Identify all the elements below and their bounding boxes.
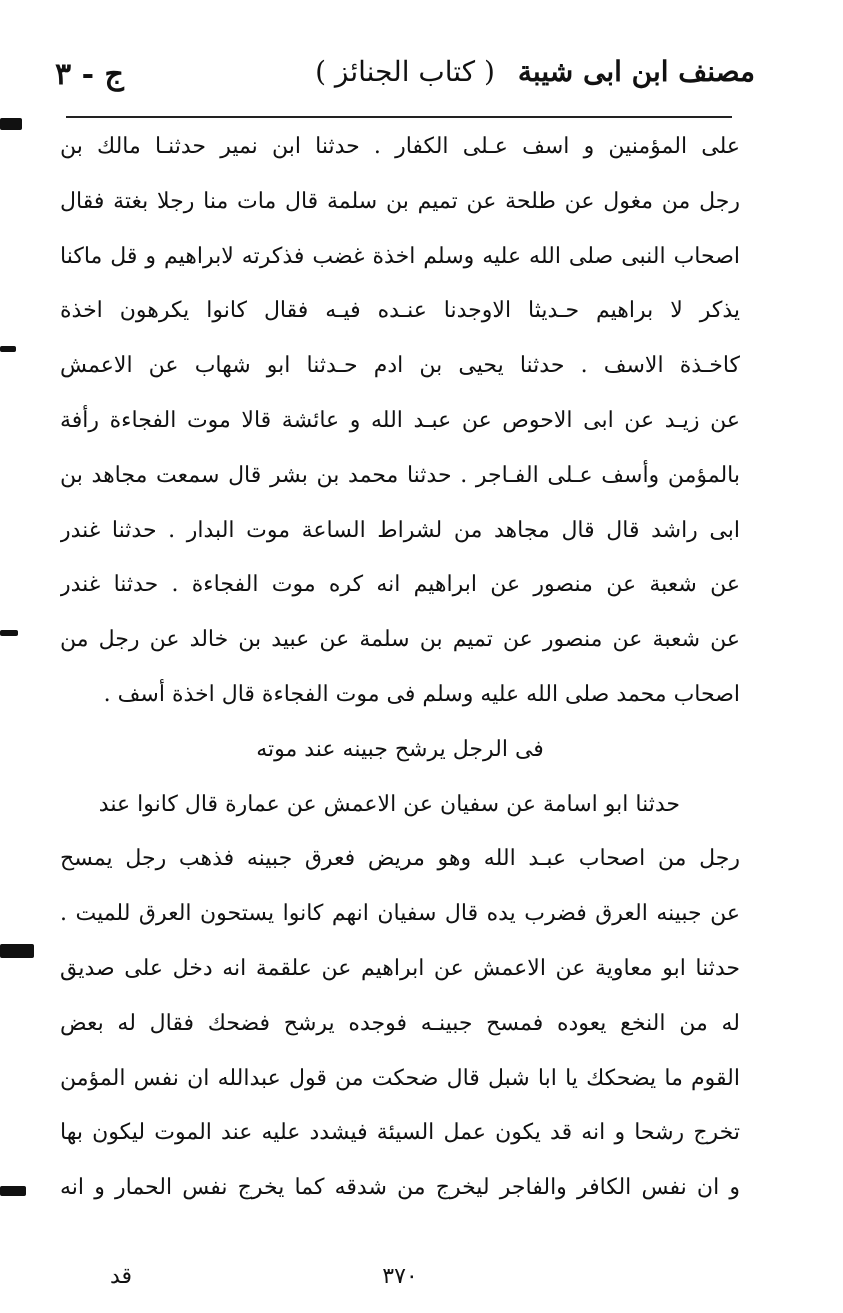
text-line: رجل من مغول عن طلحة عن تميم بن سلمة قال مات منا رجلا بغتة فقال bbox=[60, 188, 740, 214]
chapter-title: ( كتاب الجنائز ) bbox=[315, 55, 495, 88]
book-title: مصنف ابن ابى شيبة bbox=[517, 55, 755, 88]
text-line: عن جبينه العرق فضرب يده قال سفيان انهم كانوا يستحون العرق للميت . bbox=[60, 901, 740, 927]
volume-number: ج - ٣ bbox=[55, 57, 124, 92]
margin-mark bbox=[0, 1186, 26, 1196]
text-line: كاخـذة الاسف . حدثنا يحيى بن ادم حـدثنا ابو شهاب عن الاعمش bbox=[60, 353, 740, 379]
page-number: ٣٧٠ bbox=[382, 1264, 418, 1289]
text-line: عن شعبة عن منصور عن ابراهيم انه كره موت الفجاءة . حدثنا غندر bbox=[60, 572, 740, 598]
text-line: له من النخع يعوده فمسح جبينـه فوجده يرشح فضحك فقال له بعض bbox=[60, 1010, 740, 1036]
text-line: و ان نفس الكافر والفاجر ليخرج من شدقه كما يخرج نفس الحمار و انه bbox=[60, 1175, 740, 1201]
page-header bbox=[55, 55, 755, 103]
margin-mark bbox=[0, 346, 16, 352]
text-line: على المؤمنين و اسف عـلى الكفار . حدثنا ابن نمير حدثنـا مالك بن bbox=[60, 134, 740, 159]
text-line: يذكر لا براهيم حـديثا الاوجدنا عنـده فيـه فقال كانوا يكرهون اخذة bbox=[60, 298, 740, 324]
text-line: رجل من اصحاب عبـد الله وهو مريض فعرق جبينه فذهب رجل يمسح bbox=[60, 846, 740, 872]
header-rule bbox=[66, 116, 732, 118]
text-line: بالمؤمن وأسف عـلى الفـاجر . حدثنا محمد بن بشر قال سمعت مجاهد بن bbox=[60, 462, 740, 488]
margin-mark bbox=[0, 118, 22, 130]
section-heading: فى الرجل يرشح جبينه عند موته bbox=[256, 736, 544, 762]
text-line: حدثنا ابو اسامة عن سفيان عن الاعمش عن عمارة قال كانوا عند bbox=[98, 791, 680, 817]
catchword: قد bbox=[110, 1264, 133, 1289]
main-text bbox=[60, 120, 740, 1216]
text-line: اصحاب النبى صلى الله عليه وسلم اخذة غضب فذكرته لابراهيم و قل ماكنا bbox=[60, 243, 740, 269]
page-footer bbox=[60, 1264, 740, 1294]
text-line: تخرج رشحا و انه قد يكون عمل السيئة فيشدد عليه عند الموت ليكون بها bbox=[60, 1120, 740, 1146]
text-line: عن شعبة عن منصور عن تميم بن سلمة عن عبيد بن خالد عن رجل من bbox=[60, 627, 740, 653]
text-line: ابى راشد قال قال مجاهد من لشراط الساعة موت البدار . حدثنا غندر bbox=[60, 517, 740, 543]
text-line: القوم ما يضحكك يا ابا شبل قال ضحكت من قول عبدالله ان نفس المؤمن bbox=[60, 1065, 740, 1091]
text-line: عن زيـد عن ابى الاحوص عن عبـد الله و عائشة قالا موت الفجاءة رأفة bbox=[60, 407, 740, 433]
margin-mark bbox=[0, 630, 18, 636]
margin-mark bbox=[0, 944, 34, 958]
text-line: اصحاب محمد صلى الله عليه وسلم فى موت الفجاءة قال اخذة أسف . bbox=[103, 681, 740, 707]
text-line: حدثنا ابو معاوية عن الاعمش عن ابراهيم عن علقمة انه دخل على صديق bbox=[60, 955, 740, 981]
